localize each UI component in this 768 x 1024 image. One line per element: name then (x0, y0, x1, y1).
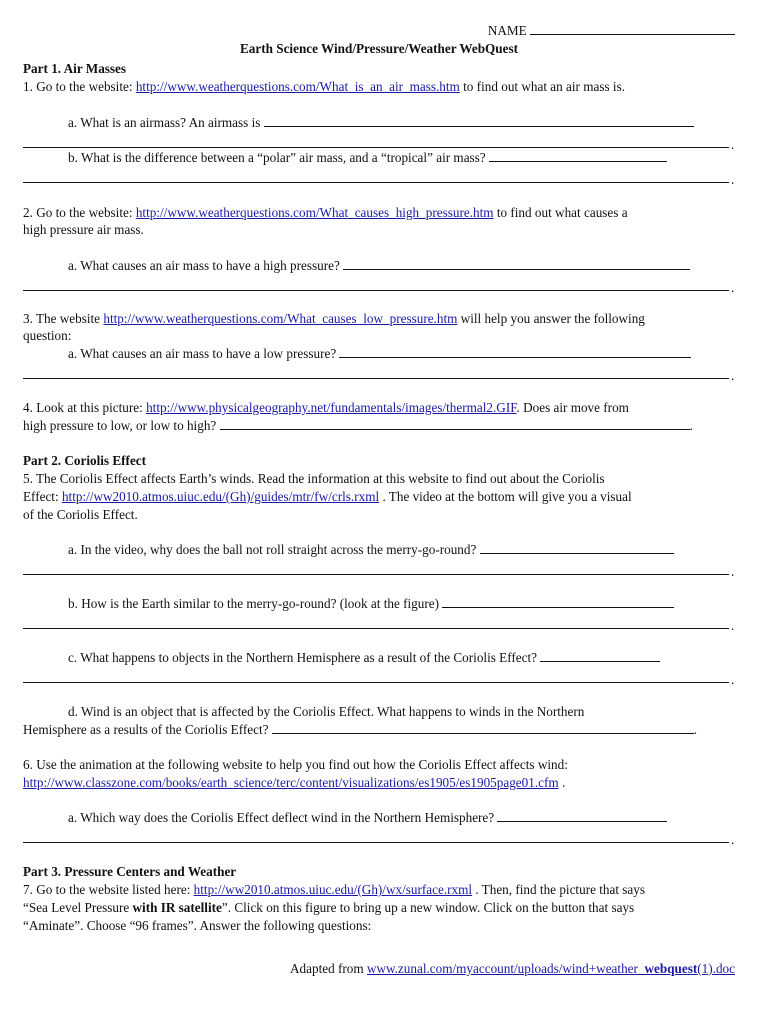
period: . (693, 722, 698, 737)
question-5d-line2: Hemisphere as a results of the Coriolis Effect? . (23, 722, 698, 737)
name-field-row (488, 22, 735, 40)
period: . (731, 368, 735, 383)
period: . (731, 280, 735, 295)
q6a-answer-line[interactable] (497, 809, 667, 822)
question-7-line3: “Aminate”. Choose “96 frames”. Answer the following questions: (23, 918, 372, 933)
period: . (689, 418, 693, 433)
q5-link[interactable]: http://ww2010.atmos.uiuc.edu/(Gh)/guides/mtr/fw/crls.rxml (61, 489, 380, 504)
question-7-line1: 7. Go to the website listed here: http://ww2010.atmos.uiuc.edu/(Gh)/wx/surface.rxml . Then, find the picture that says (23, 882, 646, 897)
q3a-answer-line[interactable] (339, 345, 691, 358)
period: . (731, 832, 735, 847)
question-5-line3: of the Coriolis Effect. (23, 507, 138, 522)
q3-link[interactable]: http://www.weatherquestions.com/What_causes_low_pressure.htm (103, 311, 458, 326)
q7-link[interactable]: http://ww2010.atmos.uiuc.edu/(Gh)/wx/surface.rxml (193, 882, 473, 897)
footer-credit: Adapted from www.zunal.com/myaccount/uploads/wind+weather_webquest(1).doc (290, 961, 735, 976)
question-7-line2: “Sea Level Pressure with IR satellite”. Click on this figure to bring up a new window. Click on the button that says (23, 900, 635, 915)
footer-source-link[interactable]: www.zunal.com/myaccount/uploads/wind+weather_webquest(1).doc (366, 961, 735, 976)
q5c-answer-line[interactable] (540, 649, 660, 662)
question-5b: b. How is the Earth similar to the merry-go-round? (look at the figure) (68, 595, 674, 613)
name-blank-line[interactable] (530, 22, 735, 35)
q6-link[interactable]: http://www.classzone.com/books/earth_science/terc/content/visualizations/es1905/es1905page01.cfm (23, 775, 559, 790)
part1-heading: Part 1. Air Masses (23, 61, 127, 76)
question-4-line2: high pressure to low, or low to high? . (23, 418, 693, 433)
question-3-line2: question: (23, 328, 72, 343)
q6a-answer-line-2[interactable] (23, 842, 729, 843)
q2a-answer-line-2[interactable] (23, 290, 729, 291)
question-5-line1: 5. The Coriolis Effect affects Earth’s winds. Read the information at this website to find out about the Coriolis (23, 471, 605, 486)
question-5a: a. In the video, why does the ball not roll straight across the merry-go-round? (68, 541, 674, 559)
q1b-answer-line[interactable] (489, 149, 667, 162)
question-4: 4. Look at this picture: http://www.physicalgeography.net/fundamentals/images/thermal2.GIF. Does air move from (23, 400, 629, 415)
period: . (731, 564, 735, 579)
q3a-answer-line-2[interactable] (23, 378, 729, 379)
question-6a: a. Which way does the Coriolis Effect deflect wind in the Northern Hemisphere? (68, 809, 667, 827)
q5d-answer-line[interactable] (272, 721, 694, 734)
question-5-line2: Effect: http://ww2010.atmos.uiuc.edu/(Gh)/guides/mtr/fw/crls.rxml . The video at the bottom will give you a visual (23, 489, 632, 504)
q5a-answer-line-2[interactable] (23, 574, 729, 575)
question-1: 1. Go to the website: http://www.weatherquestions.com/What_is_an_air_mass.htm to find out what an air mass is. (23, 79, 626, 94)
question-6-line2: http://www.classzone.com/books/earth_science/terc/content/visualizations/es1905/es1905page01.cfm . (23, 775, 566, 790)
question-5c: c. What happens to objects in the Northern Hemisphere as a result of the Coriolis Effect? (68, 649, 660, 667)
q5b-answer-line[interactable] (442, 595, 674, 608)
question-6-line1: 6. Use the animation at the following website to help you find out how the Coriolis Effect affects wind: (23, 757, 568, 772)
question-3: 3. The website http://www.weatherquestions.com/What_causes_low_pressure.htm will help you answer the following (23, 311, 645, 326)
page-title: Earth Science Wind/Pressure/Weather WebQuest (239, 41, 519, 56)
q5a-answer-line[interactable] (480, 541, 674, 554)
name-label: NAME (487, 23, 527, 38)
q1a-answer-line-2[interactable] (23, 147, 729, 148)
question-1b: b. What is the difference between a “polar” air mass, and a “tropical” air mass? (68, 149, 667, 167)
q5b-answer-line-2[interactable] (23, 628, 729, 629)
q4-answer-line[interactable] (220, 417, 690, 430)
q1b-answer-line-2[interactable] (23, 182, 729, 183)
part2-heading: Part 2. Coriolis Effect (23, 453, 147, 468)
question-1a: a. What is an airmass? An airmass is (68, 114, 694, 132)
q2a-answer-line[interactable] (343, 257, 690, 270)
period: . (731, 137, 735, 152)
period: . (731, 672, 735, 687)
part3-heading: Part 3. Pressure Centers and Weather (23, 864, 237, 879)
q5c-answer-line-2[interactable] (23, 682, 729, 683)
question-2-line2: high pressure air mass. (23, 222, 144, 237)
q2-link[interactable]: http://www.weatherquestions.com/What_causes_high_pressure.htm (135, 205, 494, 220)
q1a-answer-line[interactable] (264, 114, 694, 127)
q1-link[interactable]: http://www.weatherquestions.com/What_is_an_air_mass.htm (135, 79, 460, 94)
question-2a: a. What causes an air mass to have a high pressure? (68, 257, 690, 275)
period: . (731, 618, 735, 633)
q4-link[interactable]: http://www.physicalgeography.net/fundamentals/images/thermal2.GIF (146, 400, 517, 415)
question-5d-line1: d. Wind is an object that is affected by the Coriolis Effect. What happens to winds in the Northern (68, 704, 585, 719)
question-2: 2. Go to the website: http://www.weatherquestions.com/What_causes_high_pressure.htm to find out what causes a (23, 205, 628, 220)
period: . (731, 172, 735, 187)
question-3a: a. What causes an air mass to have a low pressure? (68, 345, 691, 363)
